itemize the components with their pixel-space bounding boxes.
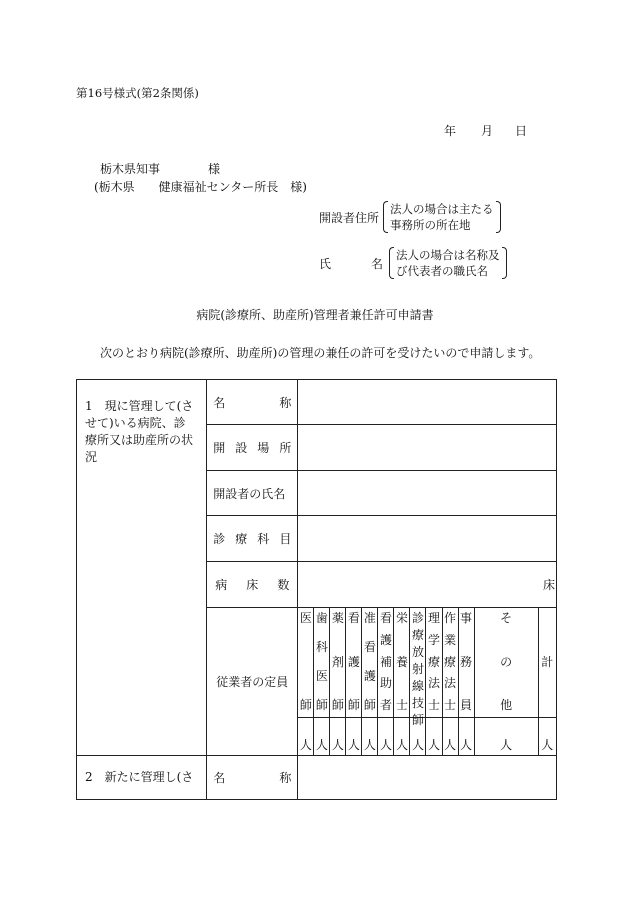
applicant-name-note bbox=[389, 247, 507, 279]
section1-label-line: 1 現に管理して(さ bbox=[85, 399, 194, 413]
address-note-line: 事務所の所在地 bbox=[390, 218, 471, 232]
staff-row-label: 従業者の定員 bbox=[207, 608, 298, 756]
date-year-label: 年 bbox=[444, 124, 457, 138]
intro-text: 次のとおり病院(診療所、助産所)の管理の兼任の許可を受けたいので申請します。 bbox=[100, 346, 541, 360]
applicant-address-label: 開設者住所 bbox=[319, 210, 380, 225]
staff-clerk-count[interactable]: 人 bbox=[458, 718, 474, 756]
staff-physical-therapist-header: 理 学 療 法 士 bbox=[426, 608, 442, 718]
applicant-address-note bbox=[383, 201, 501, 233]
staff-dentist-count[interactable]: 人 bbox=[314, 718, 330, 756]
name-note-line: 法人の場合は名称及 bbox=[396, 248, 500, 262]
staff-dietitian-header: 栄 養 士 bbox=[394, 608, 410, 718]
staff-occupational-therapist-header: 作 業 療 法 士 bbox=[442, 608, 458, 718]
staff-dietitian-count[interactable]: 人 bbox=[394, 718, 410, 756]
staff-assistant-nurse-count[interactable]: 人 bbox=[362, 718, 378, 756]
beds-row-label: 病 床 数 bbox=[207, 562, 298, 608]
beds-unit: 床 bbox=[542, 578, 555, 592]
staff-other-count[interactable]: 人 bbox=[474, 718, 538, 756]
location-row-label: 開 設 場 所 bbox=[207, 425, 298, 471]
current-facility-name-field[interactable] bbox=[298, 380, 557, 425]
new-name-row-label: 名 称 bbox=[207, 756, 298, 800]
staff-total-header: 計 bbox=[538, 608, 556, 718]
staff-physical-therapist-count[interactable]: 人 bbox=[426, 718, 442, 756]
staff-clerk-header: 事 務 員 bbox=[458, 608, 474, 718]
addressee-honorific: 様 bbox=[208, 162, 221, 176]
departments-row-label: 診 療 科 目 bbox=[207, 516, 298, 562]
staff-nursing-aide-header: 看 護 補 助 者 bbox=[378, 608, 394, 718]
applicant-name-label bbox=[319, 255, 389, 272]
staff-dentist-header: 歯 科 医 師 bbox=[314, 608, 330, 718]
addressee-center-director: (栃木県 健康福祉センター所長 様) bbox=[94, 180, 307, 194]
staff-doctor-header: 医 師 bbox=[298, 608, 314, 718]
name-row-label: 名 称 bbox=[207, 380, 298, 425]
section2-label: 2 新たに管理し(さ bbox=[77, 756, 207, 800]
staff-nursing-aide-count[interactable]: 人 bbox=[378, 718, 394, 756]
staff-nurse-count[interactable]: 人 bbox=[346, 718, 362, 756]
new-facility-name-field[interactable] bbox=[298, 756, 557, 800]
section1-label bbox=[77, 380, 207, 756]
document-title: 病院(診療所、助産所)管理者兼任許可申請書 bbox=[196, 308, 434, 322]
staff-assistant-nurse-header: 准 看 護 師 bbox=[362, 608, 378, 718]
form-number: 第16号様式(第2条関係) bbox=[76, 86, 199, 100]
staff-total-count[interactable]: 人 bbox=[538, 718, 556, 756]
staff-radiology-tech-header: 診 療 放 射 線 技 師 bbox=[410, 608, 426, 718]
section1-label-line: 況 bbox=[85, 450, 98, 464]
name-note-line: び代表者の職氏名 bbox=[396, 264, 488, 278]
staff-doctor-count[interactable]: 人 bbox=[298, 718, 314, 756]
addressee-governor: 栃木県知事 bbox=[100, 162, 161, 176]
staff-pharmacist-count[interactable]: 人 bbox=[330, 718, 346, 756]
section1-label-line: 療所又は助産所の状 bbox=[85, 433, 194, 447]
application-table bbox=[76, 379, 557, 800]
staff-occupational-therapist-count[interactable]: 人 bbox=[442, 718, 458, 756]
staff-nurse-header: 看 護 師 bbox=[346, 608, 362, 718]
date-month-label: 月 bbox=[481, 124, 494, 138]
current-facility-location-field[interactable] bbox=[298, 425, 557, 471]
name-label-char: 名 bbox=[370, 256, 383, 271]
current-facility-departments-field[interactable] bbox=[298, 516, 557, 562]
applicant-address bbox=[319, 201, 501, 233]
name-label-char: 氏 bbox=[319, 256, 332, 271]
founder-row-label: 開設者の氏名 bbox=[207, 471, 298, 516]
date-day-label: 日 bbox=[515, 124, 528, 138]
applicant-name bbox=[319, 247, 507, 279]
staff-pharmacist-header: 薬 剤 師 bbox=[330, 608, 346, 718]
staff-radiology-tech-count[interactable]: 人 bbox=[410, 718, 426, 756]
current-facility-beds-field[interactable] bbox=[298, 562, 557, 608]
current-facility-founder-field[interactable] bbox=[298, 471, 557, 516]
staff-other-header: そ の 他 bbox=[474, 608, 538, 718]
address-note-line: 法人の場合は主たる bbox=[390, 202, 494, 216]
section1-label-line: せて)いる病院、診 bbox=[85, 416, 186, 430]
